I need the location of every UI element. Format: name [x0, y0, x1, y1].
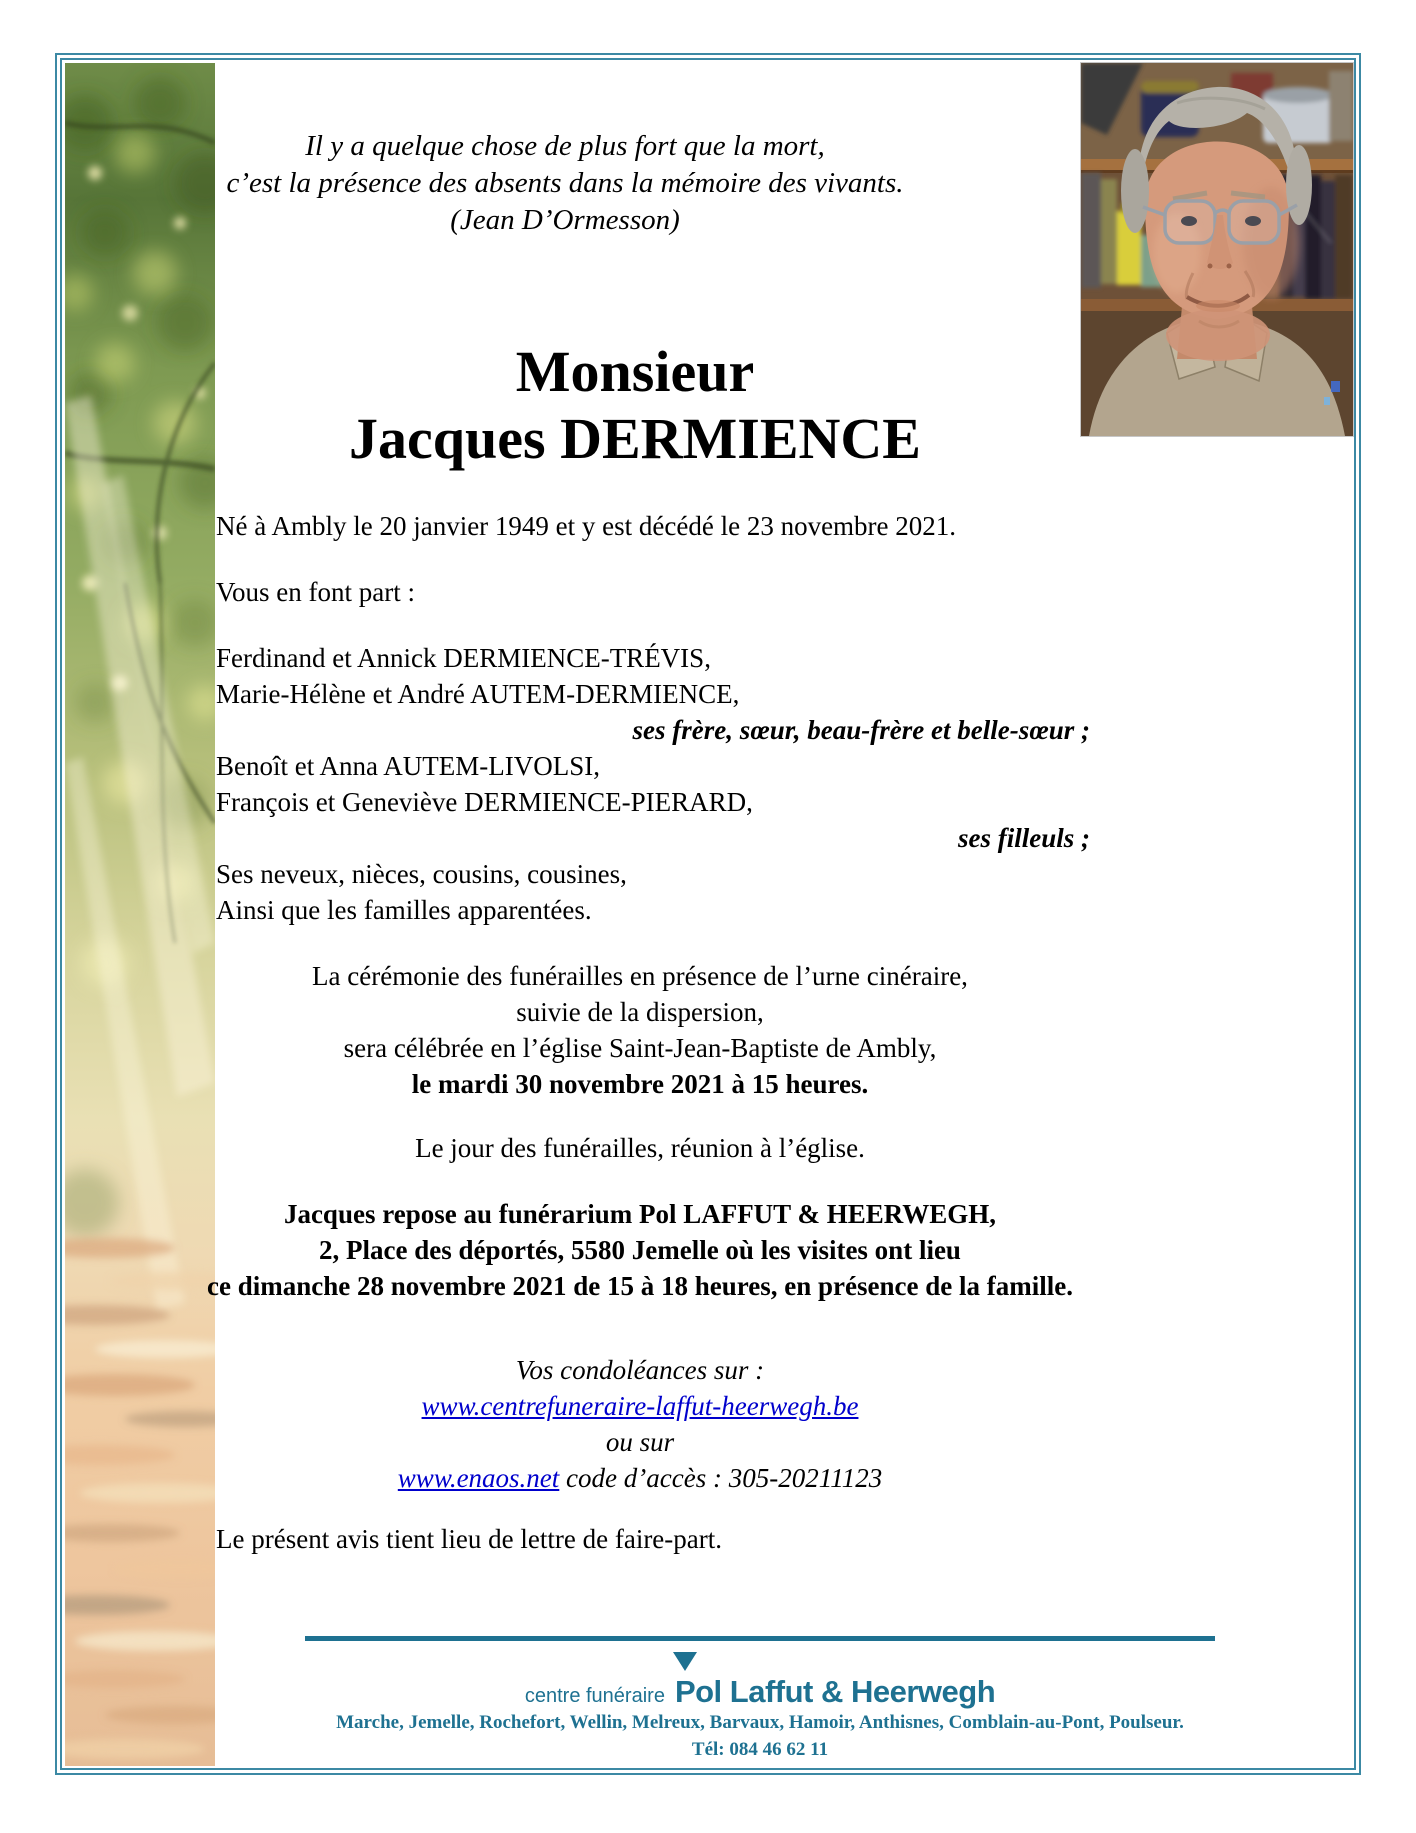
condolences-label: Vos condoléances sur : — [515, 1355, 765, 1385]
ceremony-line-2: suivie de la dispersion, — [516, 997, 764, 1027]
brand-main-label: Pol Laffut & Heerwegh — [674, 1674, 996, 1709]
portrait-photo — [1080, 62, 1354, 437]
repose-details — [160, 1196, 1120, 1304]
ceremony-meeting-line: Le jour des funérailles, réunion à l’église. — [415, 1133, 865, 1163]
condolences-link-enaos[interactable]: www.enaos.net — [397, 1463, 560, 1493]
birth-death-line: Né à Ambly le 20 janvier 1949 et y est décédé le 23 novembre 2021. — [216, 511, 957, 541]
family-line: Benoît et Anna AUTEM-LIVOLSI, — [216, 751, 600, 781]
brand-triangle-icon — [673, 1652, 697, 1671]
condolences-or-text: ou sur — [605, 1427, 675, 1457]
deceased-name: Jacques DERMIENCE — [349, 406, 921, 471]
quote-attribution: (Jean D’Ormesson) — [450, 204, 680, 236]
footer-divider — [305, 1636, 1215, 1641]
condolences-block — [160, 1352, 1120, 1496]
notice-body — [216, 508, 1176, 928]
announcement-line: Vous en font part : — [216, 577, 415, 607]
quote-line-2: c’est la présence des absents dans la mémoire des vivants. — [226, 167, 904, 199]
family-line: Ainsi que les familles apparentées. — [216, 895, 592, 925]
condolences-link-centrefuneraire[interactable]: www.centrefuneraire-laffut-heerwegh.be — [421, 1391, 859, 1421]
relation-line: ses frère, sœur, beau-frère et belle-sœur ; — [632, 715, 1090, 745]
family-line: Marie-Hélène et André AUTEM-DERMIENCE, — [216, 679, 740, 709]
family-line: François et Geneviève DERMIENCE-PIERARD, — [216, 787, 753, 817]
relation-line: ses filleuls ; — [958, 823, 1090, 853]
closing-line: Le présent avis tient lieu de lettre de faire-part. — [216, 1524, 723, 1554]
ceremony-line-3: sera célébrée en l’église Saint-Jean-Baptiste de Ambly, — [343, 1033, 937, 1063]
forest-path-photo — [65, 63, 215, 1766]
repose-line-2: 2, Place des déportés, 5580 Jemelle où les visites ont lieu — [319, 1235, 961, 1265]
funeral-home-brand — [215, 1652, 1305, 1710]
ceremony-line-1: La cérémonie des funérailles en présence de l’urne cinéraire, — [312, 961, 968, 991]
quote-line-1: Il y a quelque chose de plus fort que la mort, — [305, 130, 825, 162]
memorial-quote — [180, 128, 950, 239]
ceremony-details — [160, 958, 1120, 1166]
deceased-title — [215, 338, 1055, 472]
repose-line-3: ce dimanche 28 novembre 2021 de 15 à 18 heures, en présence de la famille. — [207, 1271, 1073, 1301]
deceased-salutation: Monsieur — [515, 339, 755, 404]
footer-locations: Marche, Jemelle, Rochefort, Wellin, Melreux, Barvaux, Hamoir, Anthisnes, Comblain-au-Pont, Poulseur. — [336, 1712, 1184, 1733]
brand-small-label: centre funéraire — [524, 1685, 665, 1707]
family-line: Ses neveux, nièces, cousins, cousines, — [216, 859, 627, 889]
footer-phone: Tél: 084 46 62 11 — [691, 1739, 829, 1760]
repose-line-1: Jacques repose au funérarium Pol LAFFUT & HEERWEGH, — [283, 1199, 997, 1229]
ceremony-date-line: le mardi 30 novembre 2021 à 15 heures. — [411, 1069, 869, 1099]
condolences-access-code: code d’accès : 305-20211123 — [566, 1463, 883, 1493]
family-line: Ferdinand et Annick DERMIENCE-TRÉVIS, — [216, 643, 711, 673]
